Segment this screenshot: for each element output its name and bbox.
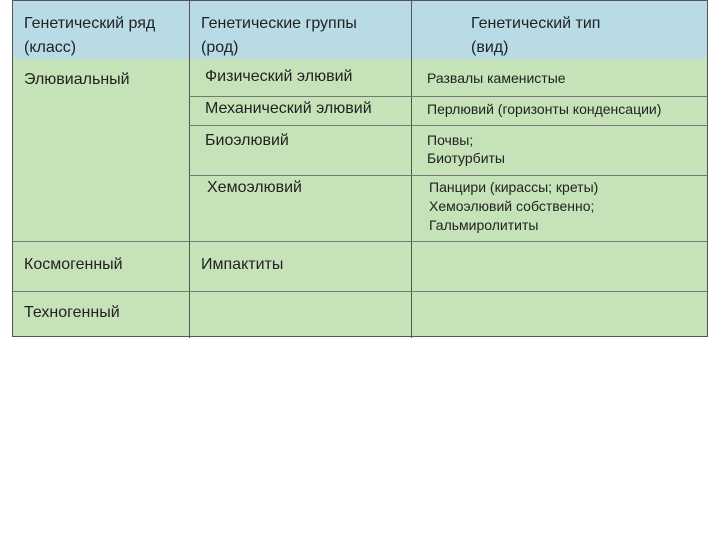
- group-chemoeluvium: Хемоэлювий: [207, 179, 302, 196]
- type-rock-debris: Развалы каменистые: [427, 70, 566, 86]
- header-class-line2: (класс): [24, 39, 77, 56]
- header-type-line1: Генетический тип: [471, 15, 601, 32]
- group-physical-eluvium: Физический элювий: [205, 68, 353, 85]
- type-soils: Почвы;: [427, 132, 474, 148]
- class-technogenic: Техногенный: [24, 304, 120, 321]
- group-mechanical-eluvium: Механический элювий: [205, 100, 372, 117]
- genetic-classification-table: [12, 0, 708, 337]
- type-crusts: Панцири (кирассы; креты): [429, 179, 599, 195]
- header-group-line2: (род): [201, 39, 239, 56]
- row-divider-4: [13, 241, 707, 242]
- header-type-line2: (вид): [471, 39, 509, 56]
- group-bioeluvium: Биоэлювий: [205, 132, 289, 149]
- type-halmyrolytites: Гальмиролититы: [429, 217, 539, 233]
- class-eluvial: Элювиальный: [24, 71, 130, 88]
- group-impactites: Импактиты: [201, 256, 284, 273]
- row-divider-5: [13, 291, 707, 292]
- header-group-line1: Генетические группы: [201, 15, 357, 32]
- header-class-line1: Генетический ряд: [24, 15, 156, 32]
- type-perluvium: Перлювий (горизонты конденсации): [427, 101, 662, 117]
- row-divider-2: [189, 125, 707, 126]
- type-bioturbites: Биотурбиты: [427, 150, 505, 166]
- column-divider-2: [411, 0, 412, 338]
- type-chemoeluvium-proper: Хемоэлювий собственно;: [429, 198, 595, 214]
- class-cosmogenic: Космогенный: [24, 256, 123, 273]
- column-divider-1: [189, 0, 190, 338]
